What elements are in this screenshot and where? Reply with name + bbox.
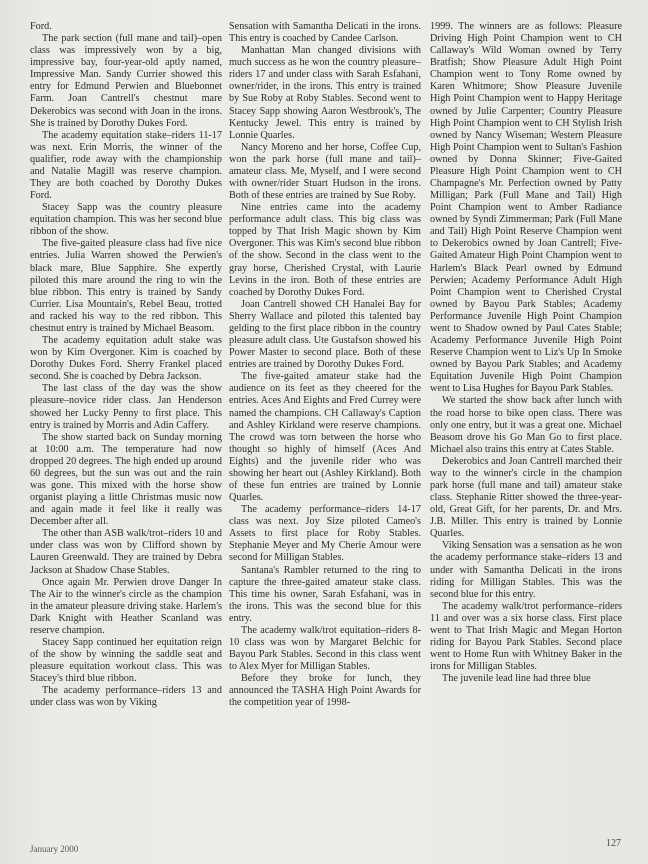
text-column-1 — [30, 21, 222, 709]
paragraph: Nancy Moreno and her horse, Coffee Cup, won the park horse (full mane and tail)–amateur class. Me, Myself, and I were second with owner/rider Stuart Hudson in the irons. Both of these entries are trained by Sue Roby. — [229, 141, 421, 202]
paragraph: Santana's Rambler returned to the ring to capture the three-gaited amateur stake class. This time his owner, Sarah Esfahani, was in the irons. This was the second blue for this entry. — [229, 564, 421, 624]
paragraph: The academy equitation stake–riders 11-17 was next. Erin Morris, the winner of the qualifier, rode away with the championship and Natalie Magill was reserve champion. They are both coached by Dorothy Dukes Ford. — [30, 129, 222, 202]
paragraph: The five-gaited pleasure class had five nice entries. Julia Warren showed the Perwien's black mare, Blue Sapphire. She expertly piloted this mare around the ring to win the blue ribbon. This entry is trained by Sandy Currier. Lisa Mountain's, Rebel Beau, trotted and racked his way to the red ribbon. This chestnut entry is trained by Michael Beasom. — [30, 238, 222, 334]
paragraph: The academy performance–riders 14-17 class was next. Joy Size piloted Cameo's Assets to first place for Roby Stables. Stephanie Meyer and My Cherie Amour were second for Milligan Stables. — [229, 504, 421, 564]
paragraph: Manhattan Man changed divisions with much success as he won the country pleasure–riders 17 and under class with Sarah Esfahani, owner/rider, in the irons. This entry is trained by Sue Roby at Roby Stables. Second went to Stacey Sapp showing Aaron Westbrook's, The Kentucky Jewel. This entry is trained by Lonnie Quarles. — [229, 45, 421, 141]
paragraph: The last class of the day was the show pleasure–novice rider class. Jan Henderson showed her Lucky Penny to first place. This entry is trained by Morris and Adin Caffery. — [30, 383, 222, 431]
paragraph: The five-gaited amateur stake had the audience on its feet as they cheered for the entries. Aces And Eights and Fred Currey were named the champions. CH Callaway's Caption and Ashley Kirkland were reserve champions. The crowd was torn between the horse who thought so highly of himself (Aces And Eights) and the juvenile rider who was showing her heart out (Ashley Kirkland). Both of these fun entries are trained by Lonnie Quarles. — [229, 371, 421, 504]
paragraph: The other than ASB walk/trot–riders 10 and under class was won by Clifford shown by Lauren Greenwald. They are trained by Debra Jackson at Shadow Chase Stables. — [30, 528, 222, 576]
page-number: 127 — [606, 838, 621, 849]
paragraph: The park section (full mane and tail)–open class was impressively won by a big, impressive bay, four-year-old aptly named, Impressive Man. Sandy Currier showed this entry for Edmund Perwien and Bluebonnet Farm. Joan Cantrell's chestnut mare Dekerobics was second with Joan in the irons. She is trained by Dorothy Dukes Ford. — [30, 33, 222, 129]
paragraph: We started the show back after lunch with the road horse to bike open class. There was only one entry, but it was a great one. Michael Beasom drove his Go Man Go to first place. Michael also trains this entry at Cates Stable. — [430, 395, 622, 455]
paragraph: Before they broke for lunch, they announced the TASHA High Point Awards for the competition year of 1998- — [229, 673, 421, 709]
paragraph: The academy equitation adult stake was won by Kim Overgoner. Kim is coached by Dorothy Dukes Ford. Sherry Frankel placed second. She is coached by Debra Jackson. — [30, 335, 222, 383]
paragraph: The academy performance–riders 13 and under class was won by Viking — [30, 685, 222, 709]
paragraph: Stacey Sapp continued her equitation reign of the show by winning the saddle seat and pleasure equitation workout class. This was Stacey's third blue ribbon. — [30, 636, 222, 685]
text-column-3 — [430, 21, 622, 685]
paragraph: Viking Sensation was a sensation as he won the academy performance stake–riders 13 and under with Samantha Delicati in the irons riding for Milligan Stables. This was the second blue for this entry. — [430, 540, 622, 600]
paragraph: The show started back on Sunday morning at 10:00 a.m. The temperature had now dropped 20 degrees. The high ended up around 60 degrees, but the sun was out and the rain was gone. This mixed with the horse show organist playing a little Christmas music now and again made it feel like it really was December after all. — [30, 431, 222, 528]
paragraph: The academy walk/trot equitation–riders 8-10 class was won by Margaret Belchic for Bayou Park Stables. Second in this class went to Alex Myer for Milligan Stables. — [229, 624, 421, 673]
paragraph: The juvenile lead line had three blue — [442, 673, 591, 685]
issue-date: January 2000 — [30, 844, 79, 854]
paragraph: Sensation with Samantha Delicati in the irons. This entry is coached by Candee Carlson. — [229, 21, 421, 45]
paragraph: Once again Mr. Perwien drove Danger In The Air to the winner's circle as the champion in the amateur pleasure driving stake. Harlem's Dark Knight with Heather Scanland was reserve champion. — [30, 576, 222, 636]
paragraph: Joan Cantrell showed CH Hanalei Bay for Sherry Wallace and piloted this talented bay gelding to the first place ribbon in the country pleasure adult class. Ute Gustafson showed his Power Master to second place. Both of these entries are trained by Dorothy Dukes Ford. — [229, 298, 421, 371]
paragraph: Ford. — [30, 21, 52, 32]
paragraph: Nine entries came into the academy performance adult class. This big class was topped by That Irish Magic shown by Kim Overgoner. This was Kim's second blue ribbon of the show. Second in the class went to the gray horse, Cherished Crystal, with Laurie Levins in the iron. Both of these entries are coached by Dorothy Dukes Ford. — [229, 202, 421, 298]
paragraph: 1999. The winners are as follows: Pleasure Driving High Point Champion went to CH Callaway's Wild Woman owned by Terry Bratfish; Show Pleasure Adult High Point Champion went to Tony Rome owned by Karen Whitmore; Show Pleasure Juvenile High Point Champion went to Happy Heritage owned by Julie Carpenter; Country Pleasure High Point Champion went to CH Stylish Irish owned by Nancy Wiseman; Western Pleasure High Point Champion went to Sultan's Fashion owned by Donna Skinner; Five-Gaited Pleasure High Point Champion went to CH Champagne's Mr. Perfection owned by Patty Milligan; Park (Full Mane and Tail) High Point Champion went to Amber Radiance owned by Syndi Zimmerman; Park (Full Mane and Tail) High Point Reserve Champion went to Dekerobics owned by Joan Cantrell; Five-Gaited Amateur High Point Champion went to Harlem's Black Pearl owned by Edmund Perwien; Academy Performance Adult High Point Champion went to Cherished Crystal owned by Bayou Park Stables; Academy Performance Juvenile High Point Champion went to Shadow owned by Paul Cates Stable; Academy Performance Juvenile High Point Reserve Champion went to Liz's Up In Smoke owned by Bayou Park Stables; and Academy Equitation Juvenile High Point Champion went to Lisa Hughes for Bayou Park Stables. — [430, 21, 622, 395]
text-column-2 — [229, 21, 421, 709]
paragraph: Stacey Sapp was the country pleasure equitation champion. This was her second blue ribbon of the show. — [30, 202, 222, 238]
paragraph: Dekerobics and Joan Cantrell marched their way to the winner's circle in the champion park horse (full mane and tail) amateur stake class. Stephanie Ritter showed the three-year-old, Great Gift, for her parents, Dr. and Mrs. J.B. Miller. This entry is trained by Lonnie Quarles. — [430, 455, 622, 540]
paragraph: The academy walk/trot performance–riders 11 and over was a six horse class. First place went to That Irish Magic and Megan Horton riding for Bayou Park Stables. Second place went to Home Run with Whitney Baker in the irons for Milligan Stables. — [430, 600, 622, 673]
